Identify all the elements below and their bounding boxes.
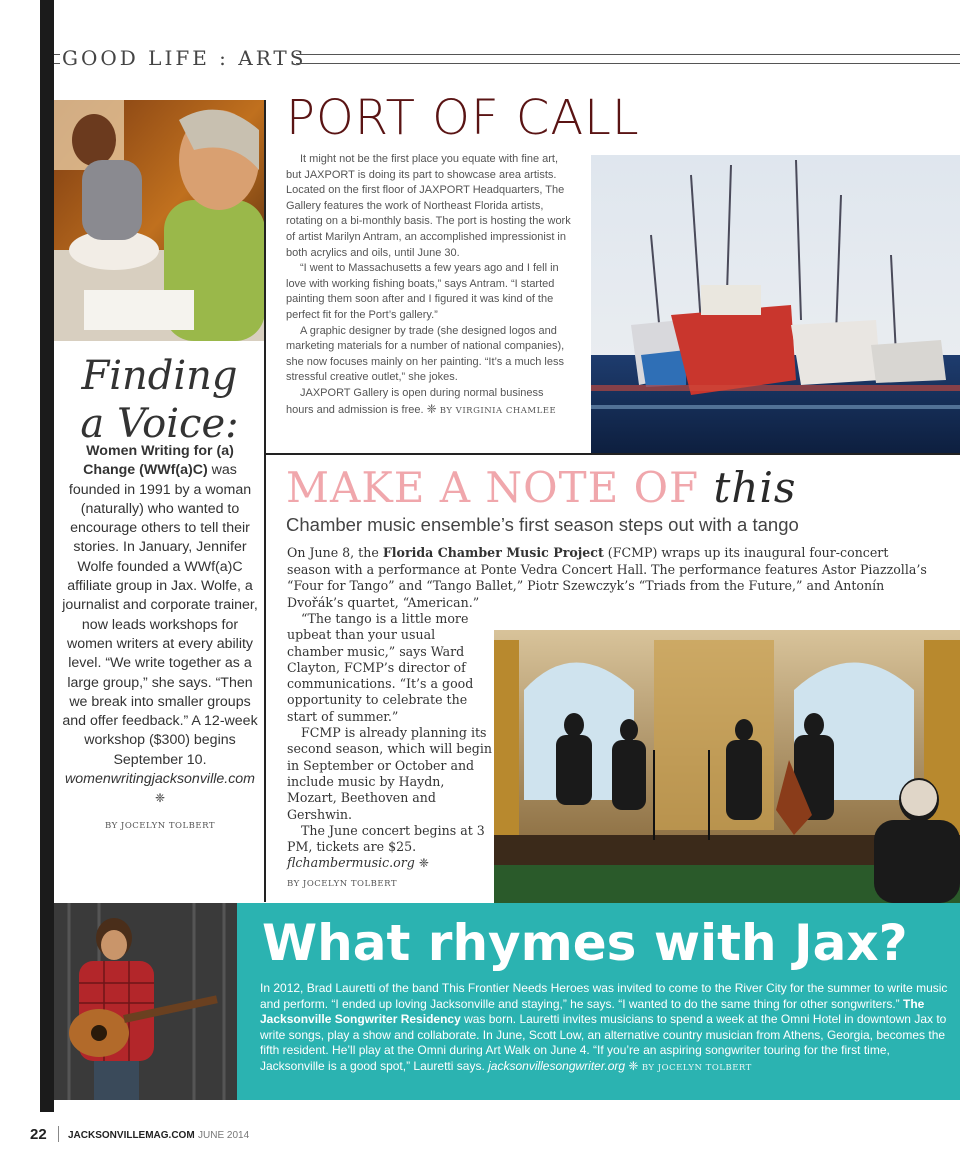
finding-byline: BY JOCELYN TOLBERT (105, 820, 215, 831)
header-rule-left (54, 54, 60, 64)
note-paragraph-3: FCMP is already planning its second season, which will begin in September or October and include music by Haydn, Mozart, Beethoven and Gershwin. (287, 725, 492, 822)
finding-title-line1: Finding (81, 353, 238, 399)
flower-bullet-icon: ❈ (628, 1058, 639, 1073)
note-p1-start: On June 8, the (287, 545, 383, 560)
make-a-note-subtitle: Chamber music ensemble’s first season steps out with a tango (286, 514, 799, 535)
writers-workshop-photo (54, 100, 265, 341)
note-paragraph-2: “The tango is a little more upbeat than your usual chamber music,” says Ward Clayton, FCMP’s director of communications. “It’s a good opportunity to celebrate the start of summer.” (287, 611, 474, 724)
finding-title-line2: a Voice: (80, 401, 239, 447)
workshop-website-link[interactable]: womenwritingjacksonville.com (64, 771, 256, 788)
column-divider-horizontal (264, 453, 960, 455)
fishing-boats-painting (591, 155, 960, 453)
port-paragraph-1: It might not be the first place you equate with fine art, but JAXPORT is doing its part to showcase area artists. Located on the first floor of JAXPORT Headquarters, The Gallery features the work of Northeast Florida artists, rotating on a bi-monthly basis. The port is hosting the work of artist Marilyn Antram, an accomplished impressionist in both acrylics and oils, until June 30. (286, 153, 571, 259)
note-paragraph-1 (287, 545, 927, 611)
finding-text: was founded in 1991 by a woman (naturally) who wanted to encourage others to tell their stories. In January, Jennifer Wolfe founded a WWf(a)C affiliate group in Jax. Wolfe, a journalist and corporate trainer, now leads workshops for women writers at every ability level. “We write together as a large group,” she says. “Then we break into smaller groups and offer feedback.” A 12-week workshop ($300) begins September 10. (62, 462, 258, 768)
flower-bullet-icon: ❈ (426, 401, 437, 416)
jax-title: What rhymes with Jax? (262, 914, 908, 972)
port-paragraph-3: A graphic designer by trade (she designed logos and marketing materials for a number of national companies), she now focuses mainly on her painting. “It’s a much less stressful creative outlet,” she jokes. (286, 324, 565, 384)
note-paragraph-4: The June concert begins at 3 PM, tickets are $25. (287, 822, 485, 855)
flower-bullet-icon: ❈ (418, 856, 429, 871)
jax-text-2: was born. Lauretti invites musicians to spend a week at the Omni Hotel in downtown Jax to write songs, play a show and collaborate. In June, Scott Low, an alternative country musician from Athens, Georgia, becomes the fifth resident. He’ll play at the Omni during Art Walk on June 4. “If you’re an aspiring songwriter touring for the first time, Jacksonville is a good spot,” Lauretti says. (260, 1012, 947, 1073)
fcmp-name: Florida Chamber Music Project (382, 545, 604, 560)
jax-body (260, 981, 950, 1076)
page-spine-bar (40, 0, 54, 1112)
note-link-line (287, 855, 492, 871)
port-byline: BY VIRGINIA CHAMLEE (439, 405, 557, 416)
note-byline: BY JOCELYN TOLBERT (287, 878, 397, 889)
songwriter-residency-name: The Jacksonville Songwriter Residency (260, 996, 925, 1026)
org-name: Women Writing for (a) Change (WWf(a)C) (83, 443, 234, 479)
flower-bullet-icon: ❈ (154, 791, 166, 806)
note-column-text (287, 611, 492, 892)
songwriter-website-link[interactable]: jacksonvillesongwriter.org (488, 1058, 626, 1073)
finding-a-voice-body (62, 442, 258, 836)
finding-a-voice-title (54, 352, 265, 448)
fcmp-website-link[interactable]: flchambermusic.org (287, 855, 415, 871)
port-of-call-body (286, 152, 572, 419)
jax-text-1: In 2012, Brad Lauretti of the band This Frontier Needs Heroes was invited to come to the River City for the summer to write music and perform. “I ended up loving Jacksonville and staying,” he says. “I wanted to do the same thing for other songwriters.” (260, 981, 948, 1011)
port-paragraph-4 (286, 386, 572, 419)
make-a-note-title (286, 460, 796, 516)
jax-byline: BY JOCELYN TOLBERT (641, 1062, 752, 1073)
port-paragraph-4-text: JAXPORT Gallery is open during normal business hours and admission is free. (286, 386, 544, 416)
note-p1-rest: (FCMP) wraps up its inaugural four-concert season with a performance at Ponte Vedra Concert Hall. The performance features Astor Piazzolla’s “Four for Tango” and “Tango Ballet,” Piotr Szewczyk’s “Triads from the Future,” and Antonín Dvořák’s quartet, “American.” (287, 545, 927, 610)
column-divider-vertical (264, 100, 266, 902)
footer-divider (58, 1126, 59, 1142)
footer-site[interactable]: JACKSONVILLEMAG.COM (68, 1130, 195, 1141)
chamber-quartet-photo (494, 630, 960, 903)
section-label: GOOD LIFE : ARTS (62, 46, 307, 70)
header-rule-right (296, 54, 960, 64)
footer-date: JUNE 2014 (198, 1130, 250, 1141)
note-title-accent: this (713, 463, 797, 512)
port-of-call-title: PORT OF CALL (286, 90, 640, 146)
page-number: 22 (30, 1126, 47, 1143)
port-paragraph-2: “I went to Massachusetts a few years ago and I fell in love with working fishing boats,” says Antram. “I started painting them soon after and I figured it was kind of the perfect fit for the Port’s gallery.” (286, 262, 559, 321)
note-title-main: MAKE A NOTE OF (286, 463, 700, 512)
songwriter-photo (54, 903, 237, 1100)
